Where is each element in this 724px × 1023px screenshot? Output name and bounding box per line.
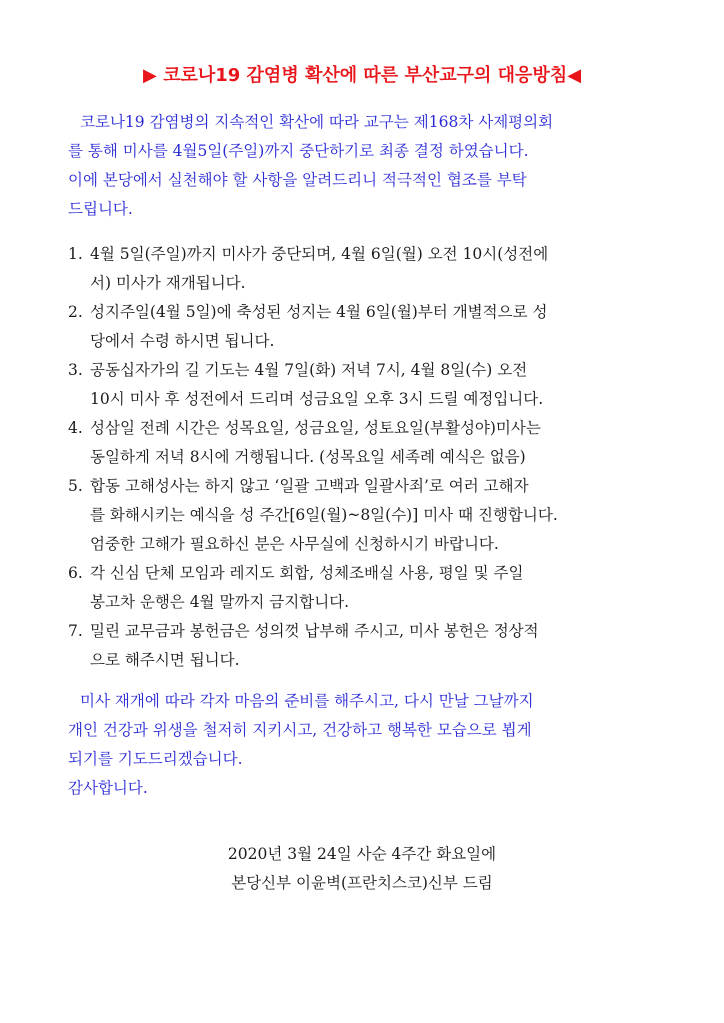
closing-line: 되기를 기도드리겠습니다. bbox=[68, 750, 243, 768]
document-title: ▶ 코로나19 감염병 확산에 따른 부산교구의 대응방침◀ bbox=[142, 65, 582, 86]
notice-item-3 bbox=[68, 356, 658, 414]
item-line: 당에서 수령 하시면 됩니다. bbox=[90, 332, 275, 350]
item-line: 합동 고해성사는 하지 않고 ‘일괄 고백과 일괄사죄’로 여러 고해자 bbox=[90, 477, 529, 495]
item-line: 를 화해시키는 예식을 성 주간[6일(월)~8일(수)] 미사 때 진행합니다. bbox=[90, 506, 558, 524]
item-line: 서) 미사가 재개됩니다. bbox=[90, 274, 246, 292]
intro-line: 를 통해 미사를 4월5일(주일)까지 중단하기로 최종 결정 하였습니다. bbox=[68, 142, 529, 160]
date-line: 2020년 3월 24일 사순 4주간 화요일에 bbox=[227, 845, 497, 863]
item-line: 각 신심 단체 모임과 레지도 회합, 성체조배실 사용, 평일 및 주일 bbox=[90, 564, 524, 582]
closing-line: 개인 건강과 위생을 철저히 지키시고, 건강하고 행복한 모습으로 뵙게 bbox=[68, 721, 532, 739]
item-line: 밀린 교무금과 봉헌금은 성의껏 납부해 주시고, 미사 봉헌은 정상적 bbox=[90, 622, 539, 640]
item-number: 1. bbox=[68, 245, 83, 263]
item-number: 6. bbox=[68, 564, 83, 582]
item-number: 7. bbox=[68, 622, 83, 640]
closing-line: 감사합니다. bbox=[68, 779, 148, 797]
intro-line: 코로나19 감염병의 지속적인 확산에 따라 교구는 제168차 사제평의회 bbox=[80, 113, 554, 131]
item-number: 3. bbox=[68, 361, 83, 379]
notice-item-6 bbox=[68, 559, 658, 617]
item-line: 으로 해주시면 됩니다. bbox=[90, 651, 240, 669]
item-line: 공동십자가의 길 기도는 4월 7일(화) 저녁 7시, 4월 8일(수) 오전 bbox=[90, 361, 528, 379]
intro-line: 이에 본당에서 실천해야 할 사항을 알려드리니 적극적인 협조를 부탁 bbox=[68, 171, 527, 189]
item-number: 2. bbox=[68, 303, 83, 321]
notice-item-1 bbox=[68, 240, 658, 298]
notice-item-7 bbox=[68, 617, 658, 675]
author-signature-line: 본당신부 이윤벽(프란치스코)신부 드림 bbox=[231, 874, 493, 892]
notice-item-5 bbox=[68, 472, 658, 559]
item-line: 성삼일 전례 시간은 성목요일, 성금요일, 성토요일(부활성야)미사는 bbox=[90, 419, 541, 437]
item-line: 10시 미사 후 성전에서 드리며 성금요일 오후 3시 드릴 예정입니다. bbox=[90, 390, 544, 408]
item-line: 동일하게 저녁 8시에 거행됩니다. (성목요일 세족례 예식은 없음) bbox=[90, 448, 526, 466]
closing-line: 미사 재개에 따라 각자 마음의 준비를 해주시고, 다시 만날 그날까지 bbox=[80, 692, 534, 710]
item-line: 봉고차 운행은 4월 말까지 금지합니다. bbox=[90, 593, 350, 611]
notice-item-4 bbox=[68, 414, 658, 472]
closing-paragraph bbox=[68, 687, 658, 803]
item-line: 성지주일(4월 5일)에 축성된 성지는 4월 6일(월)부터 개별적으로 성 bbox=[90, 303, 548, 321]
item-line: 4월 5일(주일)까지 미사가 중단되며, 4월 6일(월) 오전 10시(성전에 bbox=[90, 245, 549, 263]
item-number: 5. bbox=[68, 477, 83, 495]
notice-list bbox=[68, 240, 658, 675]
intro-paragraph bbox=[68, 108, 658, 224]
notice-item-2 bbox=[68, 298, 658, 356]
item-line: 엄중한 고해가 필요하신 분은 사무실에 신청하시기 바랍니다. bbox=[90, 535, 499, 553]
intro-line: 드립니다. bbox=[68, 200, 133, 218]
item-number: 4. bbox=[68, 419, 83, 437]
